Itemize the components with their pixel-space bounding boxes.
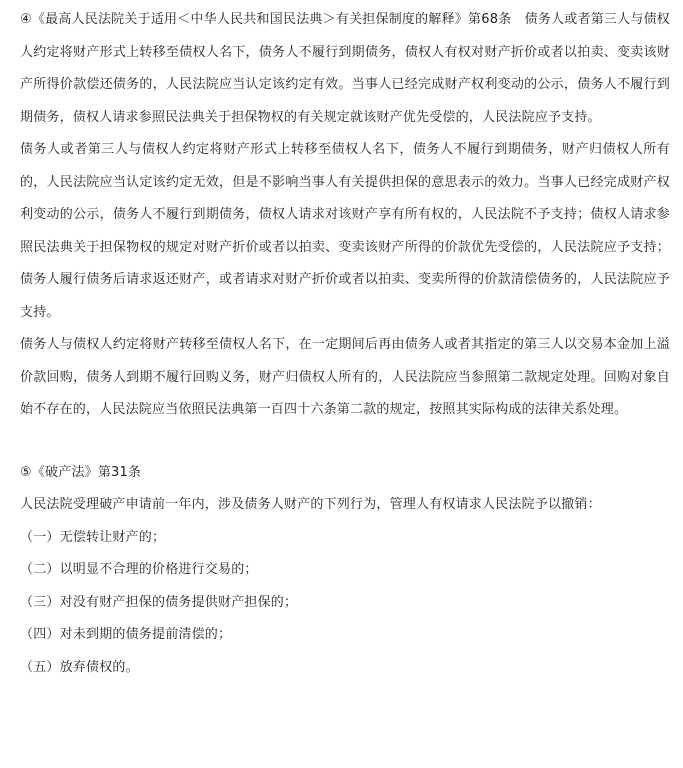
section4-paragraph-3: 债务人与债权人约定将财产转移至债权人名下，在一定期间后再由债务人或者其指定的第三人以交易本金加上溢价款回购，债务人到期不履行回购义务，财产归债权人所有的，人民法院应当参照第二款规定处理。回购对象自始不存在的，人民法院应当依照民法典第一百四十六条第二款的规定，按照其实际构成的法律关系处理。: [20, 337, 670, 417]
list-item: （一）无偿转让财产的；: [20, 529, 166, 545]
list-item: （二）以明显不合理的价格进行交易的；: [20, 562, 258, 577]
section5-intro: 人民法院受理破产申请前一年内，涉及债务人财产的下列行为，管理人有权请求人民法院予以撤销：: [20, 497, 601, 512]
document-body: [20, 4, 670, 684]
section4-paragraph-2: 债务人或者第三人与债权人约定将财产形式上转移至债权人名下，债务人不履行到期债务，财产归债权人所有的，人民法院应当认定该约定无效，但是不影响当事人有关提供担保的意思表示的效力。当事人已经完成财产权利变动的公示，债务人不履行到期债务，债权人请求对该财产享有所有权的，人民法院不予支持；债权人请求参照民法典关于担保物权的规定对财产折价或者以拍卖、变卖该财产所得的价款优先受偿的，人民法院应予支持；债务人履行债务后请求返还财产，或者请求对财产折价或者以拍卖、变卖所得的价款清偿债务的，人民法院应予支持。: [20, 142, 670, 320]
section4-paragraph-1: ④《最高人民法院关于适用＜中华人民共和国民法典＞有关担保制度的解释》第68条 债务人或者第三人与债权人约定将财产形式上转移至债权人名下，债务人不履行到期债务，债权人有权对财产折价或者以拍卖、变卖该财产所得价款偿还债务的，人民法院应当认定该约定有效。当事人已经完成财产权利变动的公示，债务人不履行到期债务，债权人请求参照民法典关于担保物权的有关规定就该财产优先受偿的，人民法院应予支持。: [20, 12, 670, 125]
list-item: （三）对没有财产担保的债务提供财产担保的；: [20, 594, 298, 610]
list-item: （四）对未到期的债务提前清偿的；: [20, 627, 232, 642]
section5-heading: ⑤《破产法》第31条: [20, 464, 142, 480]
spacer: [20, 427, 670, 457]
list-item: （五）放弃债权的。: [20, 659, 139, 675]
